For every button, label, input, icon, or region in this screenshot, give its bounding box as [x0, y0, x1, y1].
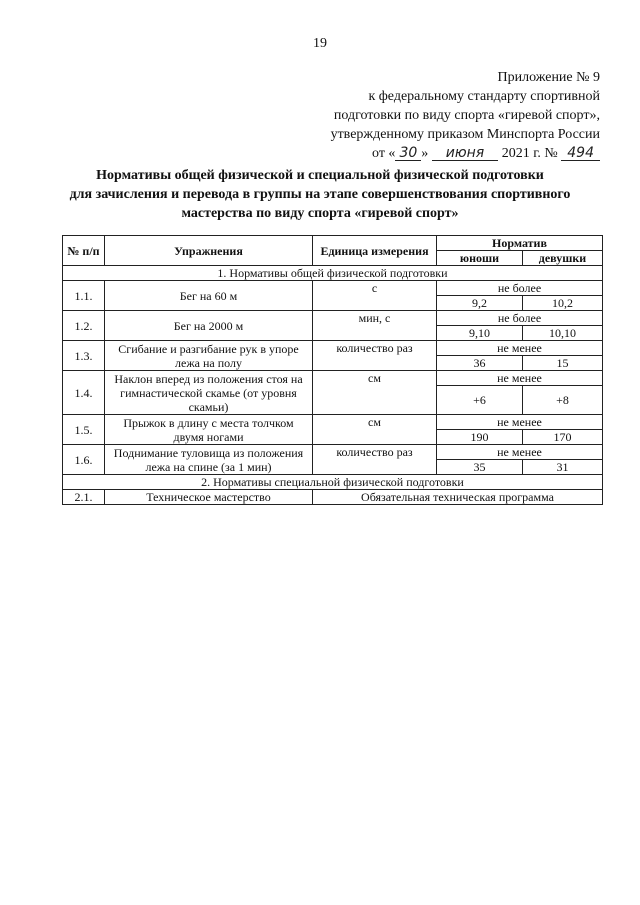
row-condition: не менее: [437, 341, 603, 356]
table-row: [63, 371, 603, 386]
row-boys-value: 190: [437, 430, 523, 445]
row-girls-value: 10,10: [523, 326, 603, 341]
table-row: [63, 445, 603, 460]
row-num: 1.1.: [63, 281, 105, 311]
row-unit: количество раз: [313, 445, 437, 475]
page-number: 19: [313, 36, 327, 51]
row-boys-value: 35: [437, 460, 523, 475]
table-row: [63, 341, 603, 356]
header-num: № п/п: [63, 236, 105, 266]
row-exercise: Бег на 2000 м: [105, 311, 313, 341]
row-num: 1.6.: [63, 445, 105, 475]
table-header-row: [63, 236, 603, 251]
header-unit: Единица измерения: [313, 236, 437, 266]
row-boys-value: +6: [437, 386, 523, 415]
appendix-date-line: [331, 144, 600, 163]
row-unit: мин, с: [313, 311, 437, 341]
row-boys-value: 36: [437, 356, 523, 371]
header-boys: юноши: [437, 251, 523, 266]
row-unit: см: [313, 415, 437, 445]
row-num: 1.2.: [63, 311, 105, 341]
table-row: [63, 415, 603, 430]
row-norm-program: Обязательная техническая программа: [313, 490, 603, 505]
row-num: 2.1.: [63, 490, 105, 505]
table-row: [63, 311, 603, 326]
handwritten-month: июня: [432, 146, 498, 161]
row-girls-value: 170: [523, 430, 603, 445]
row-exercise: Прыжок в длину с места толчком двумя ногами: [105, 415, 313, 445]
row-exercise: Техническое мастерство: [105, 490, 313, 505]
appendix-line-1: Приложение № 9: [497, 70, 600, 85]
document-title: [30, 166, 610, 223]
row-condition: не менее: [437, 371, 603, 386]
handwritten-number: 494: [561, 146, 600, 161]
section-1-title: 1. Нормативы общей физической подготовки: [63, 266, 603, 281]
row-girls-value: 15: [523, 356, 603, 371]
row-unit: с: [313, 281, 437, 311]
handwritten-day: 30: [395, 146, 421, 161]
row-unit: количество раз: [313, 341, 437, 371]
year-part: 2021 г. №: [501, 146, 558, 161]
row-exercise: Поднимание туловища из положения лежа на спине (за 1 мин): [105, 445, 313, 475]
date-prefix: от «: [372, 146, 396, 161]
section-1-row: [63, 266, 603, 281]
row-condition: не менее: [437, 445, 603, 460]
title-line-1: Нормативы общей физической и специальной физической подготовки: [96, 168, 544, 183]
row-num: 1.4.: [63, 371, 105, 415]
header-exercise: Упражнения: [105, 236, 313, 266]
table-row: [63, 281, 603, 296]
appendix-header: [331, 68, 600, 163]
row-condition: не более: [437, 281, 603, 296]
row-boys-value: 9,10: [437, 326, 523, 341]
row-boys-value: 9,2: [437, 296, 523, 311]
appendix-line-4: утвержденному приказом Минспорта России: [330, 127, 600, 142]
row-unit: см: [313, 371, 437, 415]
appendix-line-3: подготовки по виду спорта «гиревой спорт»,: [333, 108, 600, 123]
row-girls-value: 10,2: [523, 296, 603, 311]
header-norm: Норматив: [437, 236, 603, 251]
date-mid: »: [421, 146, 429, 161]
standards-table: [62, 235, 603, 505]
row-num: 1.5.: [63, 415, 105, 445]
row-exercise: Бег на 60 м: [105, 281, 313, 311]
title-line-3: мастерства по виду спорта «гиревой спорт»: [181, 206, 459, 221]
appendix-line-2: к федеральному стандарту спортивной: [368, 89, 600, 104]
row-exercise: Сгибание и разгибание рук в упоре лежа на полу: [105, 341, 313, 371]
row-condition: не более: [437, 311, 603, 326]
row-num: 1.3.: [63, 341, 105, 371]
header-girls: девушки: [523, 251, 603, 266]
section-2-title: 2. Нормативы специальной физической подготовки: [63, 475, 603, 490]
title-line-2: для зачисления и перевода в группы на этапе совершенствования спортивного: [69, 187, 571, 202]
section-2-row: [63, 475, 603, 490]
row-girls-value: 31: [523, 460, 603, 475]
row-girls-value: +8: [523, 386, 603, 415]
row-condition: не менее: [437, 415, 603, 430]
table-row: [63, 490, 603, 505]
row-exercise: Наклон вперед из положения стоя на гимнастической скамье (от уровня скамьи): [105, 371, 313, 415]
